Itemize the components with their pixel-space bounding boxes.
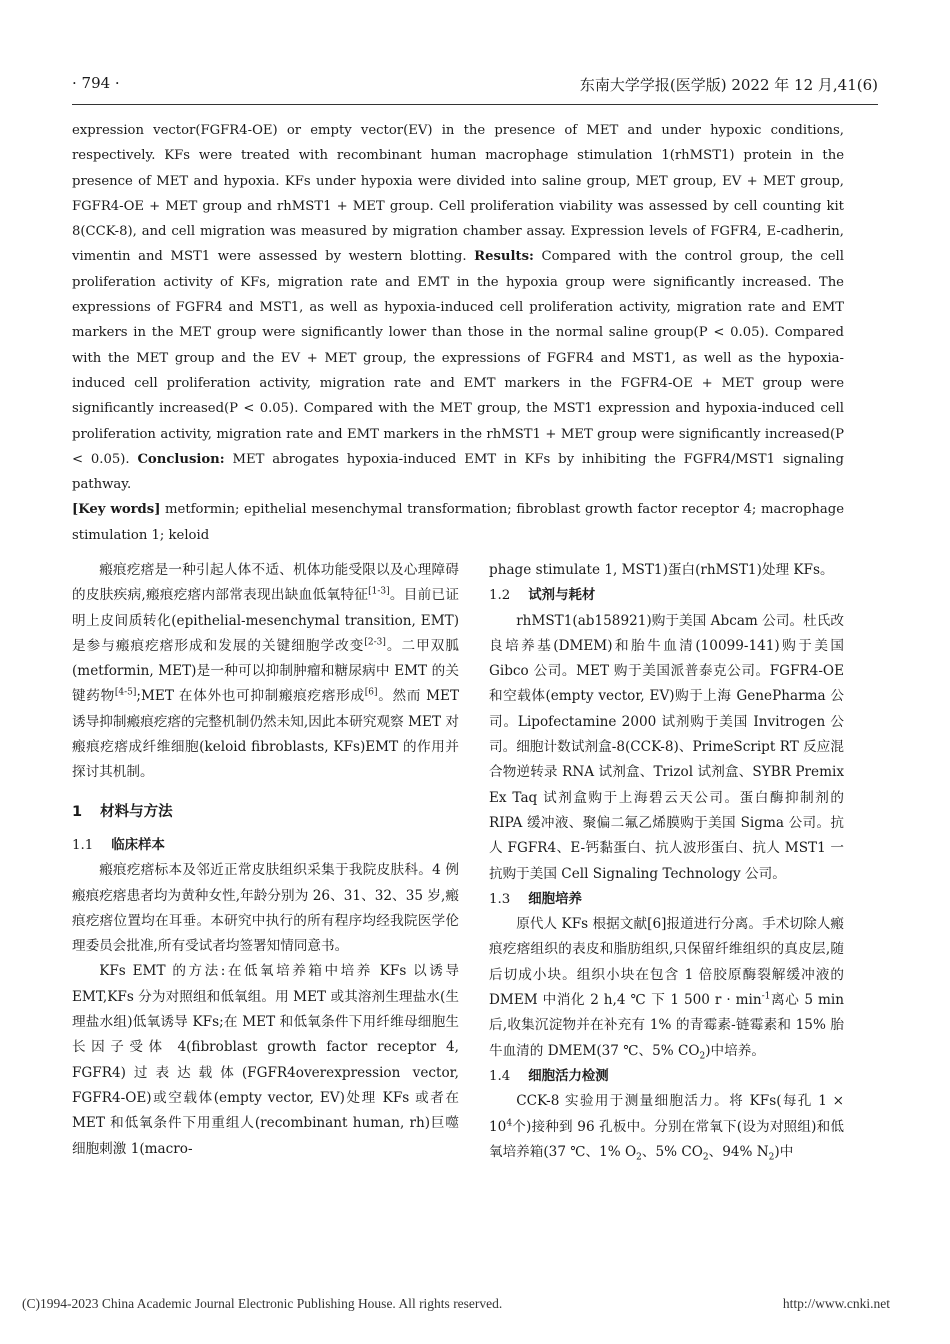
copyright-notice: (C)1994-2023 China Academic Journal Electronic Publishing House. All rights reserved. <box>22 1296 503 1311</box>
abstract-results: Compared with the control group, the cell proliferation activity of KFs, migration rate and EMT in the hypoxia group were significantly increased. The expressions of FGFR4 and MST1, as well as hypoxia-induced cell proliferation activity, migration rate and EMT markers in the MET group were significantly lower than those in the normal saline group(P < 0.05). Compared with the MET group and the EV + MET group, the expressions of FGFR4 and MST1, as well as the hypoxia-induced cell proliferation activity, migration rate and EMT markers in the FGFR4-OE + MET group were significantly increased(P < 0.05). Compared with the MET group, the MST1 expression and hypoxia-induced cell proliferation activity, migration rate and EMT markers in the rhMST1 + MET group were significantly increased(P < 0.05). <box>72 249 844 467</box>
left-column <box>72 558 459 1162</box>
superscript: 4 <box>506 1118 513 1128</box>
section-number: 1 <box>72 803 83 820</box>
intro-text-5: 。然而 MET 诱导抑制瘢痕疙瘩的完整机制仍然未知,因此本研究观察 MET 对瘢痕疙瘩成纤维细胞(keloid fibroblasts, KFs)EMT 的作用并探讨其机制。 <box>72 688 460 781</box>
cell-culture-paragraph <box>489 912 844 1064</box>
section-heading-1 <box>72 800 459 825</box>
subsection-number: 1.2 <box>489 588 511 604</box>
text-run: 、5% CO <box>641 1143 703 1160</box>
subsection-number: 1.1 <box>72 837 94 853</box>
subsection-title: 试剂与耗材 <box>528 588 596 604</box>
subsection-title: 细胞培养 <box>528 891 582 907</box>
text-run: CCK-8 实验用于测量细胞活力。将 KFs(每孔 1 × 10 <box>489 1093 844 1135</box>
subsection-title: 细胞活力检测 <box>528 1068 609 1084</box>
keywords-label: [Key words] <box>72 502 161 518</box>
subsection-heading-1-1 <box>72 833 459 858</box>
running-header <box>72 74 878 100</box>
subsection-heading-1-4 <box>489 1064 844 1089</box>
english-abstract <box>72 118 844 548</box>
subsection-number: 1.4 <box>489 1068 511 1084</box>
subsection-heading-1-3 <box>489 887 844 912</box>
journal-citation: 东南大学学报(医学版) 2022 年 12 月,41(6) <box>579 76 878 94</box>
text-run: )中 <box>774 1143 794 1160</box>
intro-paragraph <box>72 558 459 786</box>
reagents-paragraph: rhMST1(ab158921)购于美国 Abcam 公司。杜氏改良培养基(DMEM)和胎牛血清(10099-141)购于美国 Gibco 公司。MET 购于美国派普泰克公司。FGFR4-OE 和空载体(empty vector, EV)购于上海 GenePharma 公司。Lipofectamine 2000 试剂购于美国 Invitrogen 公司。细胞计数试剂盒-8(CCK-8)、PrimeScript RT 反应混合物逆转录 RNA 试剂盒、Trizol 试剂盒、SYBR Premix Ex Taq 试剂盒购于上海碧云天公司。蛋白酶抑制剂的 RIPA 缓冲液、聚偏二氟乙烯膜购于美国 Sigma 公司。抗人 FGFR4、E-钙黏蛋白、抗人波形蛋白、抗人 MST1 一抗购于美国 Cell Signaling Technology 公司。 <box>489 612 844 882</box>
abstract-paragraph <box>72 118 844 497</box>
subscript: 2 <box>699 1051 706 1062</box>
text-run: 离心 5 min 后,收集沉淀物并在补充有 1% 的青霉素-链霉素和 15% 胎牛血清的 DMEM(37 ℃、5% CO <box>489 992 844 1059</box>
page-number: · 794 · <box>72 74 120 92</box>
header-rule <box>72 104 878 105</box>
subscript: 2 <box>768 1152 775 1163</box>
emt-method-paragraph: KFs EMT 的方法:在低氧培养箱中培养 KFs 以诱导 EMT,KFs 分为对照组和低氧组。用 MET 或其溶剂生理盐水(生理盐水组)低氧诱导 KFs;在 MET 和低氧条件下用纤维母细胞生长因子受体 4(fibroblast growth factor receptor 4, FGFR4)过表达载体(FGFR4overexpression vector, FGFR4-OE)或空载体(empty vector, EV)处理 KFs 或者在 MET 和低氧条件下用重组人(recombinant human, rh)巨噬细胞刺激 1(macro- <box>72 963 459 1157</box>
text-run: )中培养。 <box>705 1042 765 1059</box>
text-run: 个)接种到 96 孔板中。分别在常氧下(设为对照组)和低氧培养箱(37 ℃、1% O <box>489 1118 844 1160</box>
intro-text-3: 。二甲双胍(metformin, MET)是一种可以抑制肿瘤和糖尿病中 EMT 的关键药物 <box>72 637 460 705</box>
citation: [6] <box>364 687 378 698</box>
subscript: 2 <box>702 1152 709 1163</box>
abstract-methods: expression vector(FGFR4-OE) or empty vector(EV) in the presence of MET and under hypoxic conditions, respectively. KFs were treated with recombinant human macrophage stimulation 1(rhMST1) protein in the presence of MET and hypoxia. KFs under hypoxia were divided into saline group, MET group, EV + MET group, FGFR4-OE + MET group and rhMST1 + MET group. Cell proliferation viability was assessed by cell counting kit 8(CCK-8), and cell migration was measured by migration chamber assay. Expression levels of FGFR4, E-cadherin, vimentin and MST1 were assessed by western blotting. <box>72 123 844 265</box>
subsection-number: 1.3 <box>489 891 511 907</box>
intro-text-2: 。目前已证明上皮间质转化(epithelial-mesenchymal transition, EMT)是参与瘢痕疙瘩形成和发展的关键细胞学改变 <box>72 587 459 654</box>
citation: [2-3] <box>364 637 386 648</box>
abstract-conclusion: MET abrogates hypoxia-induced EMT in KFs by inhibiting the FGFR4/MST1 signaling pathway. <box>72 451 844 493</box>
viability-paragraph <box>489 1089 844 1165</box>
citation: [1-3] <box>368 586 390 597</box>
superscript: -1 <box>761 991 771 1002</box>
clinical-samples-paragraph: 瘢痕疙瘩标本及邻近正常皮肤组织采集于我院皮肤科。4 例瘢痕疙瘩患者均为黄种女性,年龄分别为 26、31、32、35 岁,瘢痕疙瘩位置均在耳垂。本研究中执行的所有程序均经我院医学伦理委员会批准,所有受试者均签署知情同意书。 <box>72 862 459 955</box>
subsection-heading-1-2 <box>489 583 844 608</box>
intro-text-1: 瘢痕疙瘩是一种引起人体不适、机体功能受限以及心理障碍的皮肤疾病,瘢痕疙瘩内部常表现出缺血低氧特征 <box>72 562 459 604</box>
subsection-title: 临床样本 <box>111 837 165 853</box>
intro-text-4: ;MET 在体外也可抑制瘢痕疙瘩形成 <box>136 688 365 705</box>
keywords-text: metformin; epithelial mesenchymal transformation; fibroblast growth factor receptor 4; macrophage stimulation 1; keloid <box>72 502 844 543</box>
conclusion-label: Conclusion: <box>137 451 225 467</box>
footer-url[interactable]: http://www.cnki.net <box>782 1296 890 1311</box>
right-column <box>489 558 844 1165</box>
section-title: 材料与方法 <box>100 803 173 820</box>
text-run: 原代人 KFs 根据文献[6]报道进行分离。手术切除人瘢痕疙瘩组织的表皮和脂肪组织,只保留纤维组织的真皮层,随后切成小块。组织小块在包含 1 倍胶原酶裂解缓冲液的 DMEM 中消化 2 h,4 ℃ 下 1 500 r · min <box>489 916 844 1009</box>
text-run: 、94% N <box>708 1143 769 1160</box>
results-label: Results: <box>474 249 534 265</box>
continued-paragraph: phage stimulate 1, MST1)蛋白(rhMST1)处理 KFs。 <box>489 562 834 578</box>
subscript: 2 <box>636 1152 642 1163</box>
citation: [4-5] <box>114 687 137 698</box>
keywords <box>72 497 844 548</box>
